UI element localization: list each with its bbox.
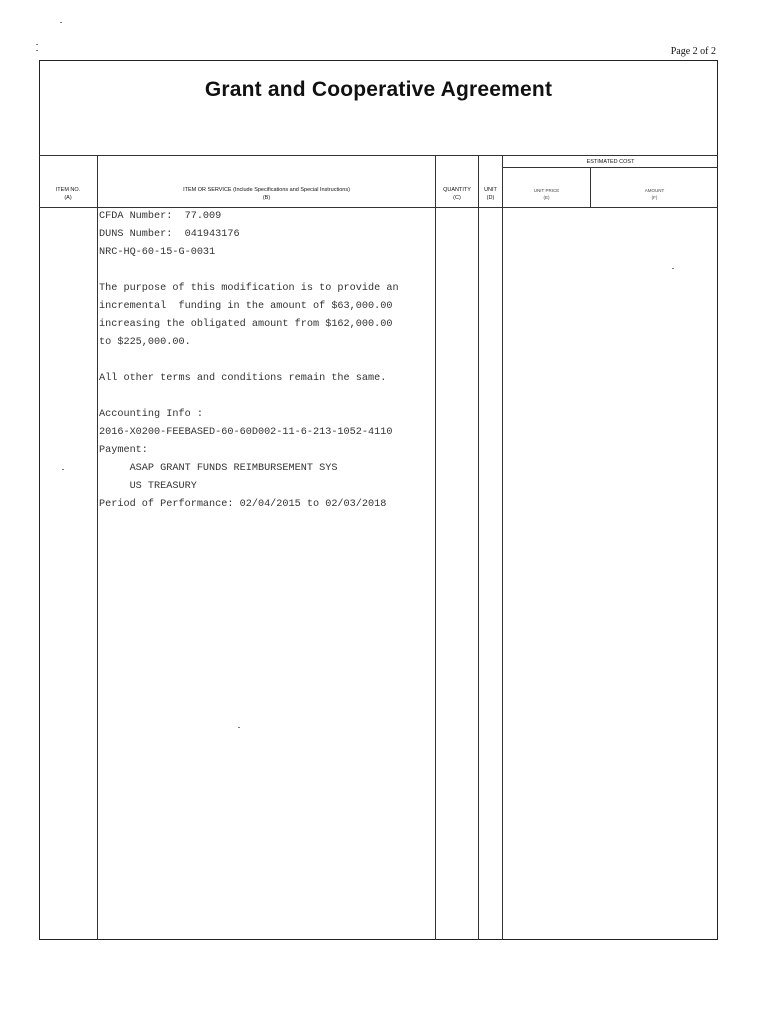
- text-line: to $225,000.00.: [99, 337, 191, 348]
- text-line: Payment:: [99, 445, 148, 456]
- text-line: Accounting Info :: [99, 409, 203, 420]
- column-header-amount: AMOUNT (F): [644, 188, 665, 200]
- column-header-unit: UNIT (D): [484, 187, 497, 201]
- column-header-unit-price: UNIT PRICE (E): [533, 188, 560, 200]
- header-rule: [39, 155, 718, 156]
- text-line: [99, 388, 433, 406]
- text-line: The purpose of this modification is to provide an: [99, 283, 399, 294]
- text-line: 2016-X0200-FEEBASED-60-60D002-11-6-213-1052-4110: [99, 427, 393, 438]
- page-title: Grant and Cooperative Agreement: [204, 78, 553, 101]
- scan-speck: [60, 22, 62, 23]
- text-line: increasing the obligated amount from $162,000.00: [99, 319, 393, 330]
- column-header-item: ITEM OR SERVICE (Include Specifications and Special Instructions) (B): [183, 187, 350, 201]
- text-line: NRC-HQ-60-15-G-0031: [99, 247, 216, 258]
- estimated-cost-rule: [502, 167, 718, 168]
- scan-speck: [36, 44, 38, 45]
- text-line: US TREASURY: [99, 481, 197, 492]
- text-line: DUNS Number: 041943176: [99, 229, 240, 240]
- scan-speck: [36, 50, 38, 51]
- column-divider-item: [435, 155, 436, 940]
- page-number-label: Page 2 of 2: [670, 46, 716, 57]
- text-line: incremental funding in the amount of $63,000.00: [99, 301, 393, 312]
- column-header-item-no: ITEM NO. (A): [55, 187, 81, 201]
- column-divider-quantity: [478, 155, 479, 940]
- item-service-text: [99, 208, 433, 514]
- text-line: Period of Performance: 02/04/2015 to 02/03/2018: [99, 499, 387, 510]
- text-line: CFDA Number: 77.009: [99, 211, 222, 222]
- text-line: ASAP GRANT FUNDS REIMBURSEMENT SYS: [99, 463, 338, 474]
- text-line: [99, 352, 433, 370]
- column-header-quantity: QUANTITY (C): [443, 187, 471, 201]
- column-divider-item-no: [97, 155, 98, 940]
- column-header-estimated-cost: ESTIMATED COST: [586, 159, 635, 165]
- column-divider-unit: [502, 155, 503, 940]
- text-line: All other terms and conditions remain the same.: [99, 373, 387, 384]
- text-line: [99, 262, 433, 280]
